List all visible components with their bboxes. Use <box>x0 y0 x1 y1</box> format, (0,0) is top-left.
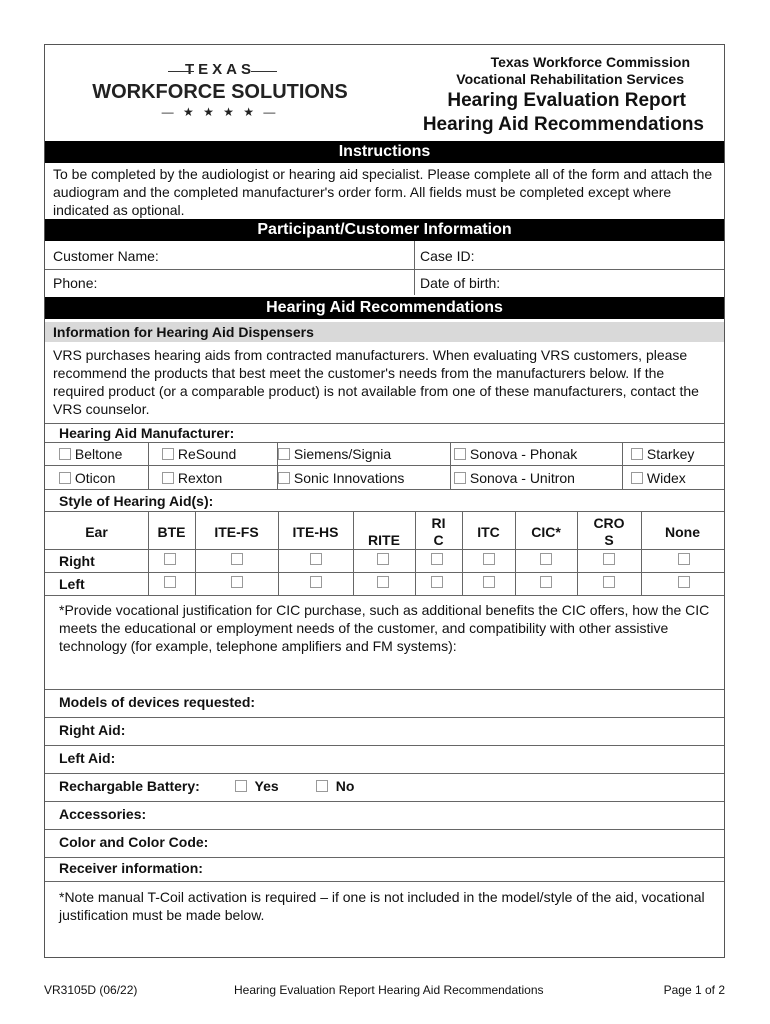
style-checkbox-right-cros[interactable] <box>603 553 615 565</box>
style-checkbox-right-ric[interactable] <box>431 553 443 565</box>
divider <box>45 717 724 718</box>
instructions-heading: Instructions <box>45 141 724 163</box>
manufacturer-option-beltone[interactable] <box>59 446 122 462</box>
manufacturer-option-unitron[interactable] <box>454 470 575 486</box>
phone-label: Phone: <box>53 275 98 291</box>
manufacturer-option-siemens[interactable] <box>278 446 391 462</box>
style-checkbox-right-itc[interactable] <box>483 553 495 565</box>
style-checkbox-left-none[interactable] <box>678 576 690 588</box>
column-header-cic: CIC* <box>531 524 561 540</box>
models-label: Models of devices requested: <box>59 694 256 710</box>
checkbox[interactable] <box>454 472 466 484</box>
color-label: Color and Color Code: <box>59 834 209 850</box>
style-checkbox-left-itc[interactable] <box>483 576 495 588</box>
style-checkbox-left-cros[interactable] <box>603 576 615 588</box>
dispensers-info-text: VRS purchases hearing aids from contracted manufacturers. When evaluating VRS customers, please recommend the products that best meet the customer's needs from the manufacturers below. If the required product (or a comparable product) is not available from one of these manufacturers, contact the VRS counselor. <box>53 347 699 417</box>
checkbox[interactable] <box>162 472 174 484</box>
checkbox[interactable] <box>59 448 71 460</box>
divider <box>45 801 724 802</box>
column-header-ric-line2: C <box>433 532 444 548</box>
logo-stars: — ★ ★ ★ ★ — <box>161 105 279 119</box>
divider <box>353 511 354 595</box>
divider <box>414 241 415 295</box>
receiver-label: Receiver information: <box>59 860 203 876</box>
form-page <box>44 44 725 958</box>
page-number: Page 1 of 2 <box>663 983 725 997</box>
option-label: Sonic Innovations <box>293 470 405 486</box>
checkbox[interactable] <box>316 780 328 792</box>
form-id: VR3105D (06/22) <box>44 983 138 997</box>
cic-justification-field[interactable] <box>45 657 724 689</box>
recommendations-heading: Hearing Aid Recommendations <box>45 297 724 319</box>
logo-main-text: WORKFORCE SOLUTIONS <box>92 81 348 103</box>
column-header-ric-line1: RI <box>431 515 446 531</box>
divider <box>148 442 149 489</box>
checkbox[interactable] <box>162 448 174 460</box>
logo-rule-left <box>168 71 194 72</box>
option-label: Rexton <box>177 470 223 486</box>
row-label-left: Left <box>59 576 85 592</box>
style-checkbox-right-ite-fs[interactable] <box>231 553 243 565</box>
column-header-cros-line2: S <box>604 532 614 548</box>
divider <box>45 773 724 774</box>
option-label: Sonova - Phonak <box>469 446 578 462</box>
option-label: Starkey <box>646 446 695 462</box>
manufacturer-option-starkey[interactable] <box>631 446 694 462</box>
manufacturer-option-oticon[interactable] <box>59 470 115 486</box>
style-checkbox-left-ite-fs[interactable] <box>231 576 243 588</box>
checkbox[interactable] <box>235 780 247 792</box>
column-header-rite: RITE <box>368 532 400 548</box>
dispensers-subheading-text: Information for Hearing Aid Dispensers <box>53 324 314 340</box>
checkbox[interactable] <box>454 448 466 460</box>
divider <box>45 745 724 746</box>
right-aid-label: Right Aid: <box>59 722 126 738</box>
case-id-label: Case ID: <box>420 248 475 264</box>
column-header-ite-hs: ITE-HS <box>292 524 339 540</box>
battery-no-option[interactable] <box>316 778 354 794</box>
logo-top-text: TEXAS <box>184 61 255 78</box>
style-checkbox-left-bte[interactable] <box>164 576 176 588</box>
column-header-ear: Ear <box>85 524 108 540</box>
checkbox[interactable] <box>59 472 71 484</box>
style-checkbox-left-rite[interactable] <box>377 576 389 588</box>
divider <box>45 829 724 830</box>
instructions-text: To be completed by the audiologist or hearing aid specialist. Please complete all of the form and attach the audiogram and the completed manufacturer's order form. All fields must be completed except where indicated as optional. <box>53 166 713 218</box>
style-checkbox-left-ric[interactable] <box>431 576 443 588</box>
option-label: No <box>335 778 355 794</box>
divider <box>45 511 724 512</box>
option-label: Beltone <box>74 446 123 462</box>
manufacturer-option-phonak[interactable] <box>454 446 577 462</box>
checkbox[interactable] <box>278 448 290 460</box>
checkbox[interactable] <box>278 472 290 484</box>
option-label: Yes <box>254 778 279 794</box>
column-header-itc: ITC <box>477 524 500 540</box>
logo-rule-right <box>251 71 277 72</box>
manufacturer-label: Hearing Aid Manufacturer: <box>59 425 235 441</box>
column-header-ite-fs: ITE-FS <box>214 524 259 540</box>
style-checkbox-right-none[interactable] <box>678 553 690 565</box>
logo <box>85 61 365 129</box>
column-header-cros-line1: CRO <box>593 515 625 531</box>
participant-heading: Participant/Customer Information <box>45 219 724 241</box>
report-title: Hearing Evaluation Report <box>447 90 686 111</box>
tcoil-justification-field[interactable] <box>45 927 724 957</box>
left-aid-label: Left Aid: <box>59 750 116 766</box>
accessories-label: Accessories: <box>59 806 147 822</box>
option-label: ReSound <box>177 446 237 462</box>
manufacturer-option-sonic[interactable] <box>278 470 404 486</box>
row-label-right: Right <box>59 553 95 569</box>
style-checkbox-right-cic[interactable] <box>540 553 552 565</box>
style-checkbox-right-bte[interactable] <box>164 553 176 565</box>
footer-title: Hearing Evaluation Report Hearing Aid Recommendations <box>234 983 544 997</box>
tcoil-note: *Note manual T-Coil activation is required – if one is not included in the model/style of the aid, vocational justification must be made below. <box>59 889 705 923</box>
dispensers-subheading <box>45 322 724 342</box>
battery-yes-option[interactable] <box>235 778 279 794</box>
divider <box>45 857 724 858</box>
divider <box>45 423 724 424</box>
option-label: Sonova - Unitron <box>469 470 575 486</box>
divider <box>45 489 724 490</box>
dob-label: Date of birth: <box>420 275 501 291</box>
style-checkbox-right-rite[interactable] <box>377 553 389 565</box>
manufacturer-option-resound[interactable] <box>162 446 236 462</box>
divider <box>45 572 724 573</box>
manufacturer-option-rexton[interactable] <box>162 470 222 486</box>
manufacturer-option-widex[interactable] <box>631 470 686 486</box>
divider <box>45 595 724 596</box>
style-label: Style of Hearing Aid(s): <box>59 493 214 509</box>
divider <box>45 549 724 550</box>
divider <box>450 442 451 489</box>
cic-justification-note: *Provide vocational justification for CIC purchase, such as additional benefits the CIC offers, how the CIC meets the educational or employment needs of the customer, and compatibility with other assistive technology (for example, telephone amplifiers and FM systems): <box>59 602 710 654</box>
column-header-bte: BTE <box>157 524 186 540</box>
customer-name-label: Customer Name: <box>53 248 159 264</box>
checkbox[interactable] <box>631 448 643 460</box>
divider <box>45 269 724 270</box>
checkbox[interactable] <box>631 472 643 484</box>
style-checkbox-left-ite-hs[interactable] <box>310 576 322 588</box>
divider <box>622 442 623 489</box>
divider <box>45 689 724 690</box>
agency-name: Texas Workforce Commission <box>490 54 690 70</box>
report-subtitle: Hearing Aid Recommendations <box>422 114 704 135</box>
style-checkbox-right-ite-hs[interactable] <box>310 553 322 565</box>
divider <box>45 881 724 882</box>
battery-label: Rechargable Battery: <box>59 778 200 794</box>
column-header-none: None <box>665 524 700 540</box>
option-label: Widex <box>646 470 686 486</box>
style-checkbox-left-cic[interactable] <box>540 576 552 588</box>
option-label: Oticon <box>74 470 116 486</box>
option-label: Siemens/Signia <box>293 446 392 462</box>
division-name: Vocational Rehabilitation Services <box>456 71 684 87</box>
